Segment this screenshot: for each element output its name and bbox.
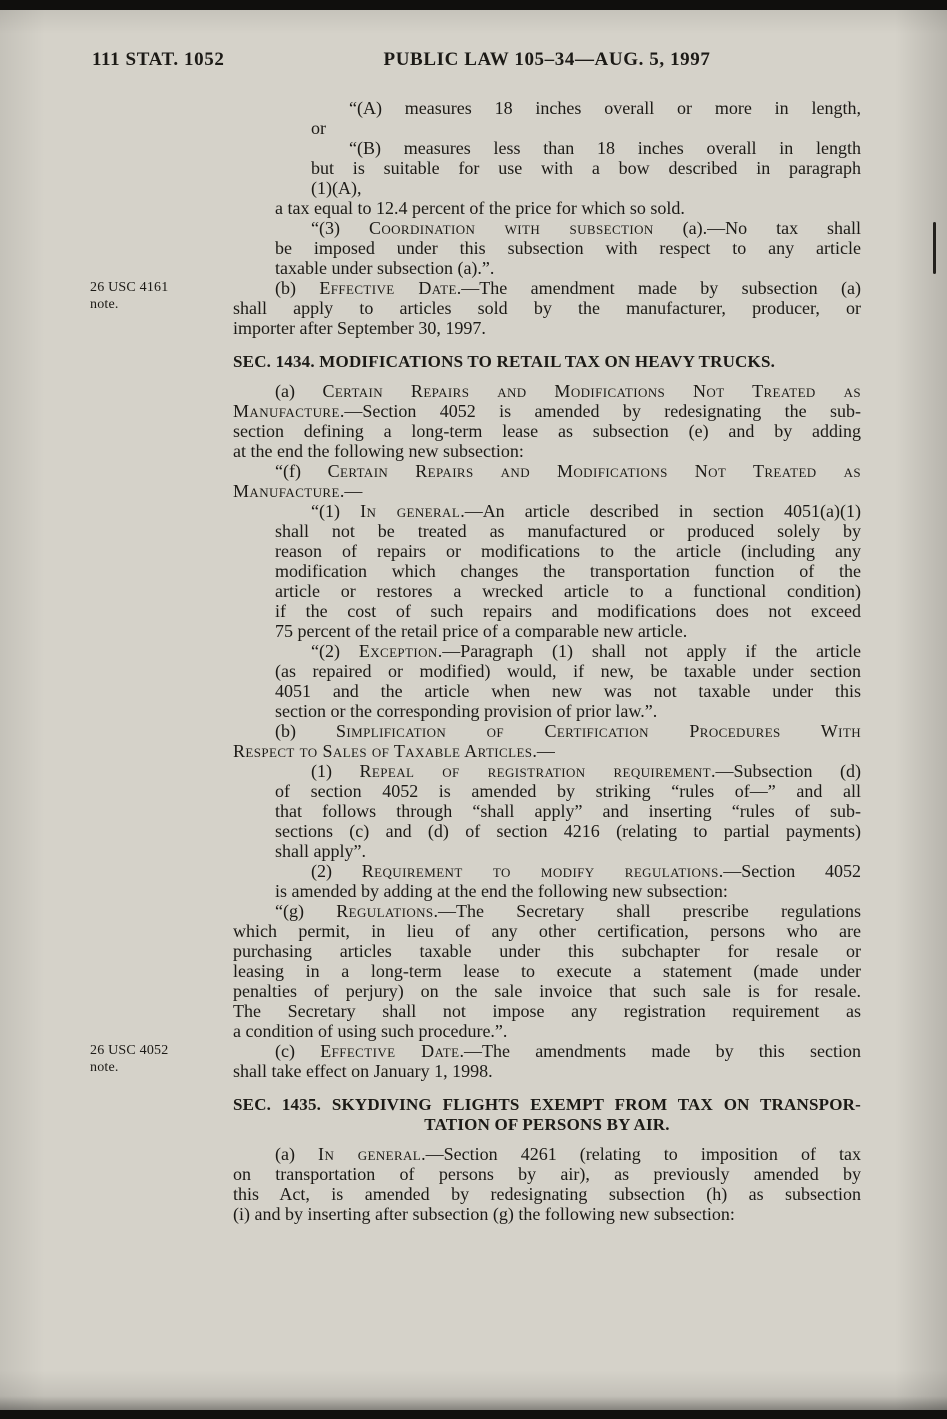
text-line <box>275 601 861 621</box>
tax-rate-clause <box>233 198 861 218</box>
text-line <box>233 1164 861 1184</box>
text-run: taxable under subsection (a).”. <box>275 258 495 278</box>
text-run: (a) <box>275 1144 319 1164</box>
text-run: (i) and by inserting after subsection (g) the following new subsection: <box>233 1204 735 1224</box>
small-caps-run: In general <box>318 1144 422 1164</box>
text-line <box>275 238 861 258</box>
small-caps-run: Exception <box>358 641 438 661</box>
text-line <box>275 801 861 821</box>
text-run: “(g) <box>275 901 337 921</box>
text-run: but is suitable for use with a bow described in paragraph <box>311 158 861 178</box>
small-caps-run: Effective Date <box>319 278 457 298</box>
small-caps-run: Certain Repairs and Modifications Not Treated as <box>327 461 861 481</box>
text-run: (c) <box>275 1041 321 1061</box>
text-line <box>275 721 861 741</box>
text-line <box>275 1144 861 1164</box>
text-run: a condition of using such procedure.”. <box>233 1021 508 1041</box>
text-line <box>275 621 861 641</box>
section-1434-heading <box>233 352 861 372</box>
small-caps-run: Manufacture <box>233 401 340 421</box>
text-line <box>233 1184 861 1204</box>
text-run: “(3) <box>311 218 369 238</box>
paragraph-2-exception <box>233 641 861 721</box>
text-run: shall not be treated as manufactured or produced solely by <box>275 521 861 541</box>
text-line <box>233 1001 861 1021</box>
margin-note: 26 USC 4161 note. <box>90 280 169 312</box>
text-line <box>275 701 861 721</box>
text-line <box>275 381 861 401</box>
text-run: .—Section 4052 <box>718 861 861 881</box>
subsection-b-simplification <box>233 721 861 761</box>
text-run: .—The amendment made by subsection (a) <box>456 278 861 298</box>
text-run: if the cost of such repairs and modifications does not exceed <box>275 601 861 621</box>
text-line <box>311 501 861 521</box>
text-run: shall take effect on January 1, 1998. <box>233 1061 493 1081</box>
text-run: (as repaired or modified) would, if new, be taxable under section <box>275 661 861 681</box>
text-line <box>275 781 861 801</box>
text-run: of section 4052 is amended by striking “rules of—” and all <box>275 781 861 801</box>
paragraph-3-coordination <box>233 218 861 278</box>
text-run: “(B) measures less than 18 inches overall in length <box>349 138 861 158</box>
subparagraph-A <box>233 98 861 138</box>
text-run: reason of repairs or modifications to the article (including any <box>275 541 861 561</box>
text-run: (2) <box>311 861 362 881</box>
text-run: leasing in a long-term lease to execute a statement (made under <box>233 961 861 981</box>
text-line <box>311 218 861 238</box>
text-run: section defining a long-term lease as subsection (e) and by adding <box>233 421 861 441</box>
scan-edge-top <box>0 0 947 10</box>
text-line <box>275 258 861 278</box>
text-run: TATION OF PERSONS BY AIR. <box>424 1115 670 1134</box>
text-run: The Secretary shall not impose any registration requirement as <box>233 1001 861 1021</box>
text-run: .—Section 4261 (relating to imposition of tax <box>421 1144 861 1164</box>
text-run: .—An article described in section 4051(a)(1) <box>460 501 861 521</box>
small-caps-run: Effective Date <box>320 1041 460 1061</box>
small-caps-run: Regulations <box>336 901 434 921</box>
text-run: “(2) <box>311 641 359 661</box>
margin-note: 26 USC 4052 note. <box>90 1043 169 1075</box>
text-line <box>275 881 861 901</box>
text-run: section or the corresponding provision of prior law.”. <box>275 701 658 721</box>
text-run: .— <box>339 481 363 501</box>
text-run: is amended by adding at the end the following new subsection: <box>275 881 728 901</box>
document-body <box>90 98 862 1224</box>
text-run: .—The Secretary shall prescribe regulations <box>433 901 861 921</box>
text-run: (a).—No tax shall <box>653 218 862 238</box>
small-caps-run: In general <box>360 501 461 521</box>
text-line <box>275 681 861 701</box>
text-line <box>233 941 861 961</box>
text-run: SEC. 1434. MODIFICATIONS TO RETAIL TAX ON HEAVY TRUCKS. <box>233 352 776 371</box>
text-run: (b) <box>275 721 336 741</box>
text-line <box>275 821 861 841</box>
text-run: “(f) <box>275 461 328 481</box>
text-line <box>275 561 861 581</box>
text-line <box>311 761 861 781</box>
paragraph-2-requirement-to-modify <box>233 861 861 901</box>
text-line <box>233 1115 861 1135</box>
small-caps-run: Respect to Sales of Taxable Articles <box>233 741 533 761</box>
subsection-f-quoted-heading <box>233 461 861 501</box>
text-line <box>311 158 861 178</box>
text-line <box>233 401 861 421</box>
text-run: shall apply”. <box>275 841 366 861</box>
text-run: (b) <box>275 278 320 298</box>
text-line <box>233 441 861 461</box>
scan-artifact-right-line <box>933 222 936 274</box>
text-run: purchasing articles taxable under this subchapter for resale or <box>233 941 861 961</box>
text-run: at the end the following new subsection: <box>233 441 524 461</box>
text-line <box>275 841 861 861</box>
text-line <box>233 352 861 372</box>
text-line <box>311 861 861 881</box>
text-line <box>233 421 861 441</box>
text-run: a tax equal to 12.4 percent of the price for which so sold. <box>275 198 685 218</box>
text-line <box>275 661 861 681</box>
text-line <box>275 521 861 541</box>
text-line <box>311 178 861 198</box>
text-line <box>233 981 861 1001</box>
text-line <box>233 481 861 501</box>
text-line <box>275 541 861 561</box>
subsection-a-certain-repairs <box>233 381 861 461</box>
text-line <box>233 298 861 318</box>
text-line <box>275 461 861 481</box>
paragraph-1-in-general-1434 <box>233 501 861 641</box>
text-run: shall apply to articles sold by the manufacturer, producer, or <box>233 298 861 318</box>
small-caps-run: Certain Repairs and Modifications Not Treated as <box>322 381 861 401</box>
text-line <box>275 198 861 218</box>
text-run: (1)(A), <box>311 178 362 198</box>
text-run: “(A) measures 18 inches overall or more in length, <box>349 98 861 118</box>
text-run: 75 percent of the retail price of a comparable new article. <box>275 621 688 641</box>
text-run: penalties of perjury) on the sale invoice that such sale is for resale. <box>233 981 861 1001</box>
text-line <box>275 581 861 601</box>
text-line <box>349 98 861 118</box>
text-line <box>275 1041 861 1061</box>
text-line <box>233 1061 861 1081</box>
small-caps-run: Simplification of Certification Procedures With <box>336 721 861 741</box>
text-line <box>275 901 861 921</box>
page-law-title: PUBLIC LAW 105–34—AUG. 5, 1997 <box>383 49 711 70</box>
text-run: SEC. 1435. SKYDIVING FLIGHTS EXEMPT FROM TAX ON TRANSPOR- <box>233 1095 861 1114</box>
text-line <box>233 1021 861 1041</box>
text-line <box>233 1204 861 1224</box>
subsection-c-effective-date-1434 <box>90 1041 861 1081</box>
small-caps-run: Manufacture <box>233 481 340 501</box>
text-run: .— <box>532 741 555 761</box>
text-run: 4051 and the article when new was not taxable under this <box>275 681 861 701</box>
text-line <box>233 961 861 981</box>
section-1435-heading <box>233 1095 861 1135</box>
text-run: on transportation of persons by air), as previously amended by <box>233 1164 861 1184</box>
subsection-a-in-general-1435 <box>233 1144 861 1224</box>
text-line <box>349 138 861 158</box>
text-line <box>275 278 861 298</box>
small-caps-run: Requirement to modify regulations <box>361 861 719 881</box>
text-run: .—Paragraph (1) shall not apply if the article <box>437 641 861 661</box>
text-run: modification which changes the transportation function of the <box>275 561 861 581</box>
subparagraph-B <box>233 138 861 198</box>
text-run: which permit, in lieu of any other certification, persons who are <box>233 921 861 941</box>
text-run: this Act, is amended by redesignating subsection (h) as subsection <box>233 1184 861 1204</box>
text-run: “(1) <box>311 501 361 521</box>
text-run: sections (c) and (d) of section 4216 (relating to partial payments) <box>275 821 861 841</box>
scan-edge-bottom-fade <box>0 1396 947 1410</box>
text-run: (1) <box>311 761 360 781</box>
text-run: article or restores a wrecked article to a functional condition) <box>275 581 861 601</box>
scan-edge-bottom <box>0 1410 947 1419</box>
paragraph-1-repeal-of-registration <box>233 761 861 861</box>
text-line <box>233 318 861 338</box>
text-line <box>311 641 861 661</box>
page-stat-number: 111 STAT. 1052 <box>92 49 225 70</box>
subsection-g-regulations <box>233 901 861 1041</box>
text-line <box>233 741 861 761</box>
text-run: (a) <box>275 381 323 401</box>
text-line <box>233 1095 861 1115</box>
small-caps-run: Coordination with subsection <box>368 218 654 238</box>
text-line <box>311 118 861 138</box>
text-run: .—Section 4052 is amended by redesignating the sub- <box>339 401 861 421</box>
text-line <box>233 921 861 941</box>
text-run: .—The amendments made by this section <box>459 1041 861 1061</box>
small-caps-run: Repeal of registration requirement <box>359 761 711 781</box>
text-run: be imposed under this subsection with respect to any article <box>275 238 861 258</box>
text-run: that follows through “shall apply” and inserting “rules of sub- <box>275 801 861 821</box>
subsection-b-effective-date-1433 <box>90 278 861 338</box>
text-run: .—Subsection (d) <box>711 761 861 781</box>
text-run: or <box>311 118 326 138</box>
text-run: importer after September 30, 1997. <box>233 318 486 338</box>
